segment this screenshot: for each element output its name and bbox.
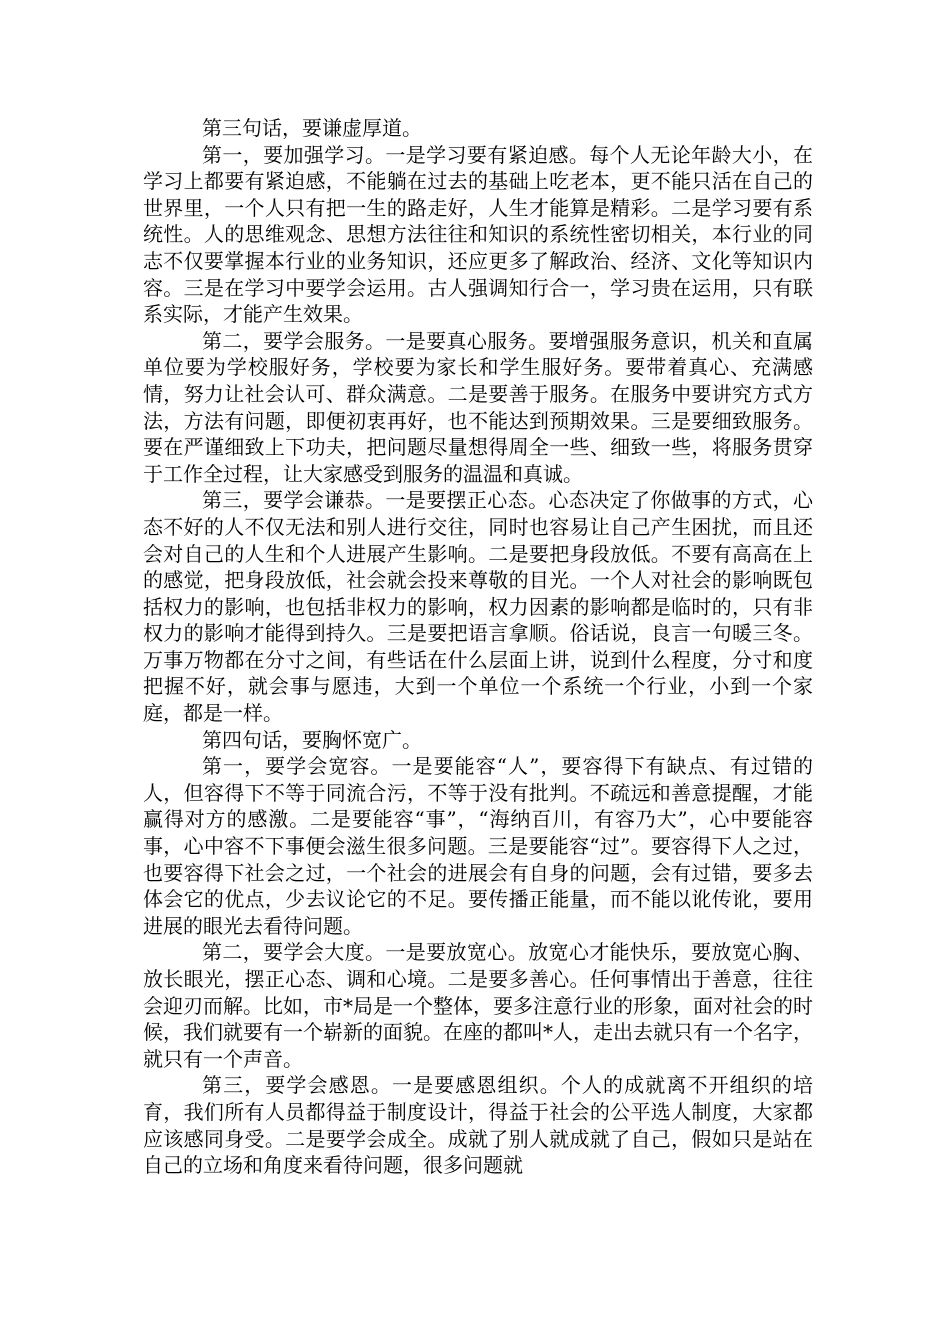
paragraph-learn-generosity: 第二，要学会大度。一是要放宽心。放宽心才能快乐，要放宽心胸、放长眼光，摆正心态、调和心境。二是要多善心。任何事情出于善意，往往会迎刃而解。比如，市*局是一个整体，要多注意行业的形象，面对社会的时候，我们就要有一个崭新的面貌。在座的都叫*人，走出去就只有一个名字，就只有一个声音。 [143, 940, 813, 1071]
paragraph-learn-tolerance: 第一，要学会宽容。一是要能容“人”，要容得下有缺点、有过错的人，但容得下不等于同流合污，不等于没有批判。不疏远和善意提醒，才能赢得对方的感激。二是要能容“事”，“海纳百川，有容乃大”，心中要能容事，心中容不下事便会滋生很多问题。三是要能容“过”。要容得下人之过，也要容得下社会之过，一个社会的进展会有自身的问题，会有过错，要多去体会它的优点，少去议论它的不足。要传播正能量，而不能以讹传讹，要用进展的眼光去看待问题。 [143, 754, 813, 938]
paragraph-learn-service: 第二，要学会服务。一是要真心服务。要增强服务意识，机关和直属单位要为学校服好务，学校要为家长和学生服好务。要带着真心、充满感情，努力让社会认可、群众满意。二是要善于服务。在服务中要讲究方式方法，方法有问题，即便初衷再好，也不能达到预期效果。三是要细致服务。要在严谨细致上下功夫，把问题尽量想得周全一些、细致一些，将服务贯穿于工作全过程，让大家感受到服务的温温和真诚。 [143, 328, 813, 486]
paragraph-learn-humility: 第三，要学会谦恭。一是要摆正心态。心态决定了你做事的方式，心态不好的人不仅无法和别人进行交往，同时也容易让自己产生困扰，而且还会对自己的人生和个人进展产生影响。二是要把身段放低。不要有高高在上的感觉，把身段放低，社会就会投来尊敬的目光。一个人对社会的影响既包括权力的影响，也包括非权力的影响，权力因素的影响都是临时的，只有非权力的影响才能得到持久。三是要把语言拿顺。俗话说，良言一句暖三冬。万事万物都在分寸之间，有些话在什么层面上讲，说到什么程度，分寸和度把握不好，就会事与愿违，大到一个单位一个系统一个行业，小到一个家庭，都是一样。 [143, 488, 813, 726]
paragraph-strengthen-learning: 第一，要加强学习。一是学习要有紧迫感。每个人无论年龄大小，在学习上都要有紧迫感，不能躺在过去的基础上吃老本，更不能只活在自己的世界里，一个人只有把一生的路走好，人生才能算是精彩。二是学习要有系统性。人的思维观念、思想方法往往和知识的系统性密切相关，本行业的同志不仅要掌握本行业的业务知识，还应更多了解政治、经济、文化等知识内容。三是在学习中要学会运用。古人强调知行合一，学习贵在运用，只有联系实际，才能产生效果。 [143, 142, 813, 327]
paragraph-learn-gratitude: 第三，要学会感恩。一是要感恩组织。个人的成就离不开组织的培育，我们所有人员都得益于制度设计，得益于社会的公平选人制度，大家都应该感同身受。二是要学会成全。成就了别人就成就了自己，假如只是站在自己的立场和角度来看待问题，很多问题就 [143, 1073, 813, 1178]
paragraph-heading-fourth-sentence: 第四句话，要胸怀宽广。 [202, 727, 422, 752]
paragraph-heading-third-sentence: 第三句话，要谦虚厚道。 [202, 116, 422, 140]
document-body [143, 115, 813, 1179]
